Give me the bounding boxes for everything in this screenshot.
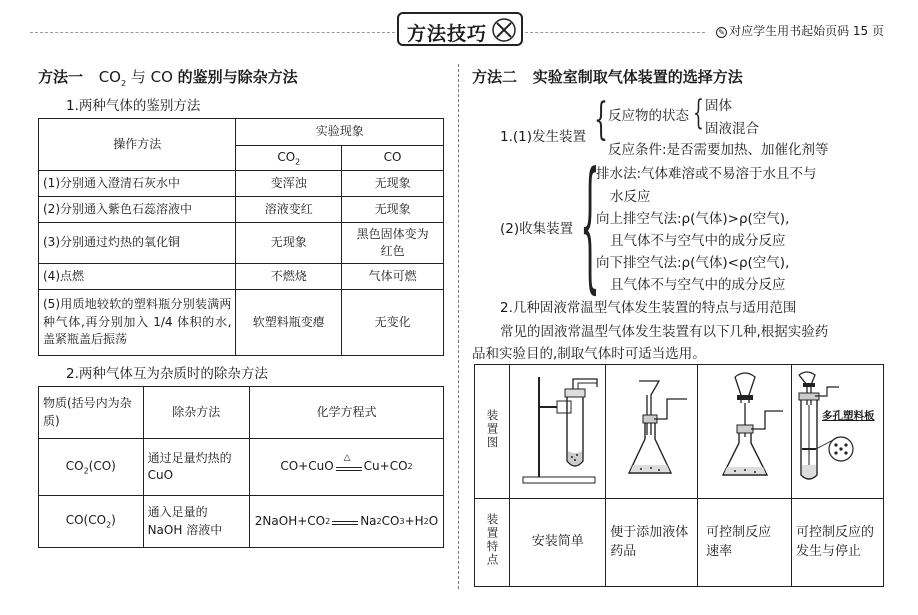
upward-air-1: 向上排空气法:ρ(气体)>ρ(空气), — [596, 211, 790, 227]
table-row: (2)分别通入紫色石蕊溶液中 溶液变红 无现象 — [39, 197, 444, 223]
tools-icon — [491, 17, 517, 43]
th-substance: 物质(括号内为杂质) — [39, 387, 144, 439]
perforated-plate-apparatus-icon — [793, 365, 883, 493]
th-co: CO — [342, 146, 444, 171]
feature-cell: 便于添加液体药品 — [606, 499, 698, 587]
perforated-plate-label: 多孔塑料板 — [822, 410, 875, 422]
apparatus-3-cell — [698, 365, 792, 499]
equation-1: CO+CuO △ Cu+CO 2 — [250, 439, 444, 496]
downward-air-1: 向下排空气法:ρ(气体)<ρ(空气), — [596, 255, 790, 271]
header-rule-left — [30, 32, 395, 33]
row-label-diagram: 装置图 — [485, 408, 500, 450]
impurity-removal-table — [38, 386, 444, 548]
table-row: $CO_2(CO)$ 通过足量灼热的 CuO CO+CuO △ Cu+CO 2 — [39, 439, 444, 496]
upward-air-2: 且气体不与空气中的成分反应 — [610, 233, 786, 249]
header-rule-right — [525, 32, 705, 33]
identification-table — [38, 118, 444, 356]
downward-air-2: 且气体不与空气中的成分反应 — [610, 277, 786, 293]
apparatus-table — [474, 364, 884, 587]
row-label-features: 装置特点 — [485, 513, 500, 568]
funnel-flask-apparatus-icon — [607, 365, 697, 493]
pencil-icon: ✎ — [716, 27, 727, 38]
column-divider — [458, 64, 459, 589]
solid-liquid-option: 固液混合 — [705, 121, 759, 137]
table-row: (4)点燃 不燃烧 气体可燃 — [39, 264, 444, 290]
reactant-state: 反应物的状态 — [608, 108, 689, 124]
table-row: (5)用质地较软的塑料瓶分别装满两种气体,再分别加入 1/4 体积的水,盖紧瓶盖后振荡 软塑料瓶变瘪 无变化 — [39, 290, 444, 356]
separatory-funnel-flask-icon — [699, 365, 791, 493]
banner-title: 方法技巧 — [407, 23, 488, 45]
feature-cell: 安装简单 — [510, 499, 606, 587]
table-row: $CO(CO_2)$ 通入足量的 NaOH 溶液中 2NaOH+CO 2 Na 2 CO 3 +H 2 O — [39, 496, 444, 548]
generator-label: 1.(1)发生装置 — [500, 129, 587, 145]
table-row: (3)分别通过灼热的氧化铜 无现象 黑色固体变为红色 — [39, 223, 444, 264]
collector-label: (2)收集装置 — [500, 221, 574, 237]
paragraph-line-2: 品和实验目的,制取气体时可适当选用。 — [472, 346, 706, 362]
apparatus-4-cell — [792, 365, 884, 499]
method1-sec1-title: 1.两种气体的鉴别方法 — [66, 98, 201, 114]
feature-cell: 可控制反应的发生与停止 — [792, 499, 884, 587]
th-co2: $CO_2$ — [236, 146, 342, 171]
water-method-2: 水反应 — [610, 189, 651, 205]
water-method-1: 排水法:气体难溶或不易溶于水且不与 — [596, 166, 817, 182]
simple-tube-apparatus-icon — [511, 365, 605, 493]
th-method: 除杂方法 — [143, 387, 249, 439]
solid-option: 固体 — [705, 98, 732, 114]
brace: { — [594, 94, 608, 145]
table-row: (1)分别通入澄清石灰水中 变浑浊 无现象 — [39, 171, 444, 197]
feature-cell: 可控制反应速率 — [698, 499, 792, 587]
method2-sec2-title: 2.几种固液常温型气体发生装置的特点与适用范围 — [500, 300, 797, 316]
th-operation: 操作方法 — [39, 119, 236, 171]
section-banner — [397, 12, 523, 46]
brace: { — [693, 93, 704, 133]
apparatus-2-cell — [606, 365, 698, 499]
method1-sec2-title: 2.两种气体互为杂质时的除杂方法 — [66, 366, 268, 382]
paragraph-line-1: 常见的固液常温型气体发生装置有以下几种,根据实验药 — [500, 324, 829, 340]
brace: { — [580, 142, 600, 307]
method2-title: 方法二 实验室制取气体装置的选择方法 — [472, 68, 743, 86]
method1-title: 方法一 $CO_2$ 与 CO 的鉴别与除杂方法 — [38, 68, 298, 88]
th-equation: 化学方程式 — [250, 387, 444, 439]
page-reference: ✎ 对应学生用书起始页码 15 页 — [716, 22, 884, 39]
reaction-condition: 反应条件:是否需要加热、加催化剂等 — [608, 142, 829, 158]
apparatus-1-cell — [510, 365, 606, 499]
th-observation: 实验现象 — [236, 119, 444, 146]
equation-2: 2NaOH+CO 2 Na 2 CO 3 +H 2 O — [250, 496, 444, 548]
